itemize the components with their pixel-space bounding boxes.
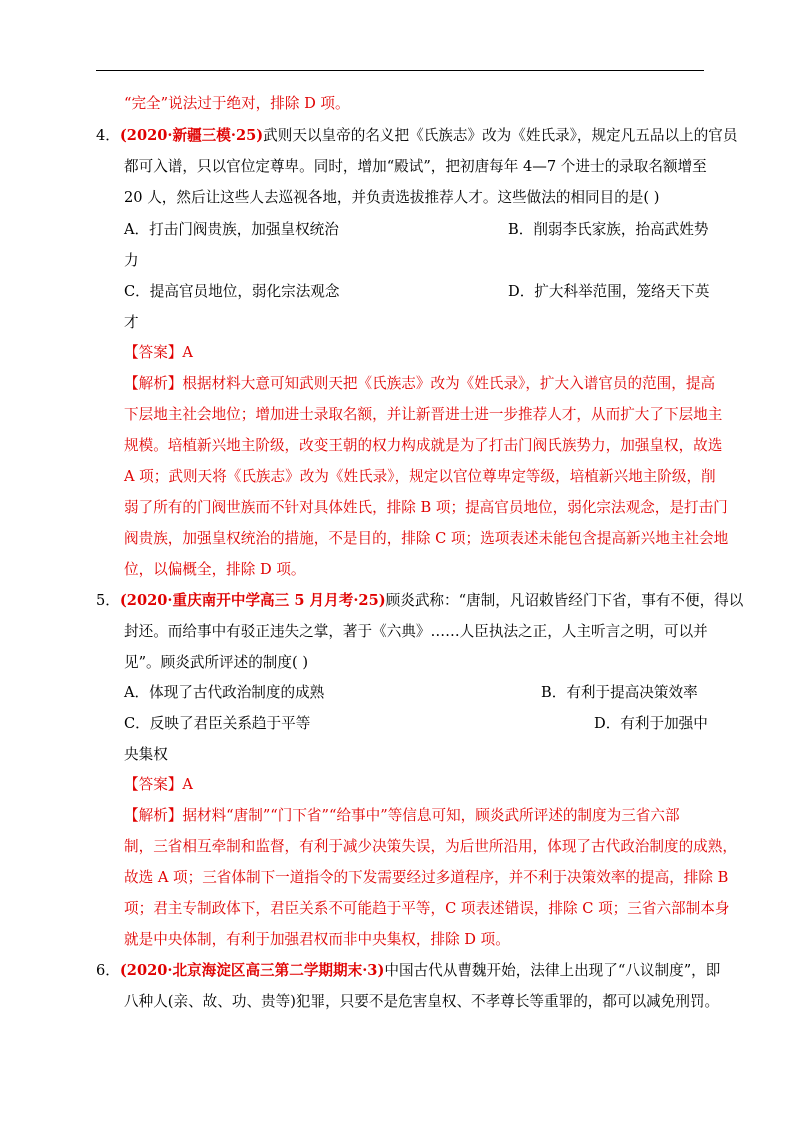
question-stem: 中国古代从曹魏开始，法律上出现了“八议制度”，即 [384, 962, 721, 979]
option-c: C．反映了君臣关系趋于平等 [124, 715, 311, 732]
analysis-line-1 [124, 806, 680, 826]
analysis-line-5: 弱了所有的门阀世族而不针对具体姓氏，排除 B 项；提高官员地位，弱化宗法观念，是打击门 [124, 499, 728, 516]
question-stem: 顾炎武称：“唐制，凡诏敕皆经门下省，事有不便，得以 [385, 592, 744, 609]
answer-label: 【答案】A [124, 344, 193, 361]
analysis-line-4: 项；君主专制政体下，君臣关系不可能趋于平等，C 项表述错误，排除 C 项；三省六部制本身 [124, 900, 730, 917]
option-a: A．打击门阀贵族，加强皇权统治 [124, 221, 339, 238]
question-number: 4． [96, 127, 120, 144]
question-source: (2020·新疆三模·25) [119, 127, 264, 144]
question-source: (2020·重庆南开中学高三 5 月月考·25) [119, 592, 386, 609]
option-a: A．体现了古代政治制度的成熟 [124, 684, 325, 701]
analysis-line-2: 制，三省相互牵制和监督，有利于减少决策失误，为后世所沿用，体现了古代政治制度的成熟， [124, 838, 737, 855]
option-d-continued: 央集权 [124, 746, 168, 763]
question-number: 5． [96, 592, 120, 609]
option-c: C．提高官员地位，弱化宗法观念 [124, 283, 340, 300]
analysis-line-7: 位，以偏概全，排除 D 项。 [124, 561, 306, 578]
analysis-line-3: 规模。培植新兴地主阶级，改变王朝的权力构成就是为了打击门阀氏族势力，加强皇权，故选 [124, 437, 723, 454]
question-number: 6． [96, 962, 120, 979]
analysis-text: 据材料“唐制”“门下省”“给事中”等信息可知，顾炎武所评述的制度为三省六部 [182, 807, 680, 824]
option-b: B．削弱李氏家族，抬高武姓势 [508, 221, 709, 238]
option-b: B．有利于提高决策效率 [541, 684, 698, 701]
analysis-line-6: 阀贵族，加强皇权统治的措施，不是目的，排除 C 项；选项表述未能包含提高新兴地主社会地 [124, 530, 729, 547]
analysis-line-4: A 项；武则天将《氏族志》改为《姓氏录》，规定以官位尊卑定等级，培植新兴地主阶级，削 [124, 468, 716, 485]
question-6-line-1 [96, 961, 720, 981]
question-4-line-1 [96, 126, 737, 146]
option-d: D．扩大科举范围，笼络天下英 [508, 283, 710, 300]
option-b-continued: 力 [124, 252, 139, 269]
header-rule [96, 70, 704, 71]
analysis-line-1 [124, 374, 715, 394]
analysis-text: 根据材料大意可知武则天把《氏族志》改为《姓氏录》，扩大入谱官员的范围，提高 [182, 375, 716, 392]
analysis-label: 【解析】 [124, 375, 183, 392]
option-d: D．有利于加强中 [594, 715, 708, 732]
question-4-stem-line-2: 都可入谱，只以官位定尊卑。同时，增加“殿试”，把初唐每年 4—7 个进士的录取名额增至 [124, 158, 707, 175]
question-5-stem-line-3: 见”。顾炎武所评述的制度( ) [124, 654, 309, 671]
analysis-line-2: 下层地主社会地位；增加进士录取名额，并让新晋进士进一步推荐人才，从而扩大了下层地主 [124, 406, 723, 423]
analysis-label: 【解析】 [124, 807, 183, 824]
question-4-stem-line-3: 20 人，然后让这些人去巡视各地，并负责选拔推荐人才。这些做法的相同目的是( ) [124, 189, 660, 206]
prev-analysis-tail: “完全”说法过于绝对，排除 D 项。 [124, 95, 350, 112]
option-d-continued: 才 [124, 314, 139, 331]
question-source: (2020·北京海淀区高三第二学期期末·3) [119, 962, 385, 979]
analysis-line-5: 就是中央体制，有利于加强君权而非中央集权，排除 D 项。 [124, 931, 510, 948]
question-stem: 武则天以皇帝的名义把《氏族志》改为《姓氏录》，规定凡五品以上的官员 [263, 127, 738, 144]
question-5-stem-line-2: 封还。而给事中有驳正违失之掌，著于《六典》……人臣执法之正，人主听言之明，可以并 [124, 623, 708, 640]
question-6-stem-line-2: 八种人(亲、故、功、贵等)犯罪，只要不是危害皇权、不孝尊长等重罪的，都可以减免刑罚。 [124, 993, 720, 1010]
question-5-line-1 [96, 591, 743, 611]
analysis-line-3: 故选 A 项；三省体制下一道指令的下发需要经过多道程序，并不利于决策效率的提高，排除 B [124, 869, 729, 886]
answer-label: 【答案】A [124, 776, 193, 793]
